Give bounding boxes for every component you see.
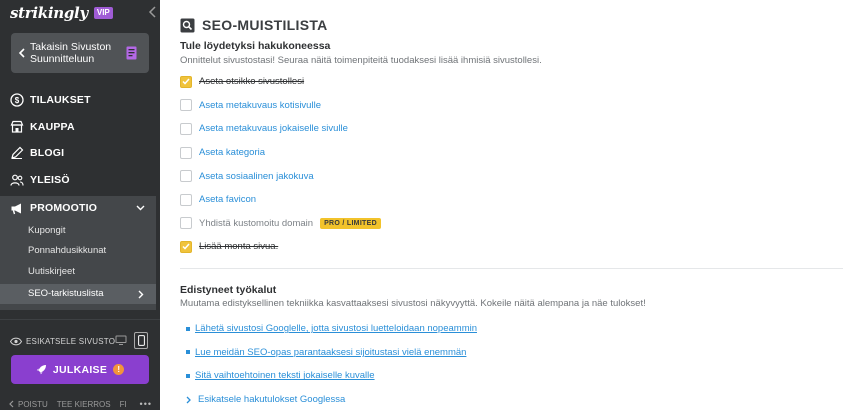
checklist-label[interactable]: Aseta kategoria <box>199 147 266 159</box>
sidebar-item-label: BLOGI <box>30 147 65 160</box>
tool-link[interactable]: Lue meidän SEO-opas parantaaksesi sijoitustasi vielä enemmän <box>195 346 467 358</box>
exit-icon <box>8 400 16 408</box>
tool-link[interactable]: Lähetä sivustosi Googlelle, jotta sivustosi luetteloidaan nopeammin <box>195 323 477 335</box>
users-icon <box>10 173 24 187</box>
section-divider <box>180 268 843 269</box>
sidebar-item-store[interactable] <box>0 115 156 139</box>
search-document-icon <box>180 18 195 33</box>
preview-site-label[interactable]: ESIKATSELE SIVUSTO <box>26 336 116 346</box>
store-icon <box>10 120 24 134</box>
tool-link-expand[interactable]: Esikatsele hakutulokset Googlessa <box>198 394 346 406</box>
seo-checklist <box>180 70 780 259</box>
back-label-line1: Takaisin Sivuston <box>30 41 112 53</box>
chevron-down-icon <box>136 205 145 211</box>
section-heading-advanced: Edistyneet työkalut <box>180 284 277 296</box>
sidebar-footer <box>0 398 160 410</box>
sidebar-subitem-coupons[interactable]: Kupongit <box>28 224 66 236</box>
publish-label: JULKAISE <box>52 363 108 376</box>
checklist-item <box>180 141 780 165</box>
sidebar-subitem-newsletters[interactable]: Uutiskirjeet <box>28 265 75 277</box>
pen-icon <box>10 146 24 160</box>
bullet-icon <box>186 374 190 378</box>
checklist-item <box>180 164 780 188</box>
main-panel <box>160 0 843 410</box>
sidebar-item-promotion[interactable] <box>0 196 156 220</box>
checkmark-icon <box>182 243 190 250</box>
checkbox[interactable] <box>180 123 192 135</box>
sidebar-item-blog[interactable] <box>0 142 156 166</box>
svg-text:$: $ <box>14 95 20 105</box>
collapse-sidebar-chevron-icon[interactable] <box>148 6 158 18</box>
mobile-preview-toggle[interactable] <box>134 332 148 349</box>
checkbox[interactable] <box>180 170 192 182</box>
checklist-item <box>180 212 780 236</box>
checklist-item <box>180 235 780 259</box>
advanced-tools-list <box>180 317 820 410</box>
section-heading-search: Tule löydetyksi hakukoneessa <box>180 40 331 52</box>
checkbox-checked[interactable] <box>180 241 192 253</box>
tool-item <box>180 341 820 365</box>
sidebar-item-orders[interactable] <box>0 88 156 112</box>
chevron-left-icon <box>15 47 29 59</box>
exit-link[interactable] <box>8 400 48 409</box>
back-button-label <box>30 41 126 65</box>
sidebar-nav <box>0 88 156 195</box>
chevron-right-icon <box>186 396 192 404</box>
checklist-item <box>180 94 780 118</box>
tool-item <box>180 317 820 341</box>
dollar-icon <box>10 93 24 107</box>
promotion-label: PROMOOTIO <box>30 202 98 214</box>
checklist-label[interactable]: Aseta sosiaalinen jakokuva <box>199 170 314 182</box>
checkbox[interactable] <box>180 147 192 159</box>
checklist-label[interactable]: Yhdistä kustomoitu domain <box>199 217 314 229</box>
checklist-item <box>180 117 780 141</box>
bullet-icon <box>186 350 190 354</box>
tool-link[interactable]: Sitä vaihtoehtoinen teksti jokaiselle kuvalle <box>195 370 375 382</box>
megaphone-icon <box>10 202 25 215</box>
warning-icon: ! <box>113 364 124 375</box>
tool-item <box>180 364 820 388</box>
promotion-group <box>0 196 156 310</box>
checkbox-checked[interactable] <box>180 76 192 88</box>
sidebar-item-audience[interactable] <box>0 168 156 192</box>
preview-site-row <box>10 334 150 348</box>
sidebar-item-label: TILAUKSET <box>30 93 91 106</box>
checklist-label[interactable]: Aseta otsikko sivustollesi <box>199 76 305 88</box>
publish-button[interactable] <box>11 355 149 384</box>
desktop-preview-icon[interactable] <box>115 334 127 346</box>
sidebar <box>0 0 160 410</box>
sidebar-subitem-seo-checklist[interactable] <box>0 284 156 305</box>
vip-badge: VIP <box>94 7 113 19</box>
page-icon <box>126 46 137 60</box>
checklist-label[interactable]: Aseta metakuvaus kotisivulle <box>199 99 321 111</box>
sidebar-subitem-label: SEO-tarkistuslista <box>28 288 104 300</box>
back-label-line2: Suunnitteluun <box>30 53 95 65</box>
bullet-icon <box>186 327 190 331</box>
checklist-label[interactable]: Lisää monta sivua. <box>199 241 279 253</box>
eye-icon <box>10 337 22 346</box>
more-options-icon[interactable]: ••• <box>139 399 152 409</box>
checkbox[interactable] <box>180 99 192 111</box>
sidebar-subitem-popups[interactable]: Ponnahdusikkunat <box>28 245 107 257</box>
checklist-item <box>180 188 780 212</box>
mobile-icon <box>138 335 145 346</box>
sidebar-item-label: KAUPPA <box>30 120 75 133</box>
brand <box>10 3 113 23</box>
checklist-item <box>180 70 780 94</box>
checkbox[interactable] <box>180 194 192 206</box>
back-to-editor-button[interactable] <box>11 33 149 73</box>
checklist-label[interactable]: Aseta favicon <box>199 194 257 206</box>
checklist-label[interactable]: Aseta metakuvaus jokaiselle sivulle <box>199 123 348 135</box>
exit-label: POISTU <box>18 399 48 409</box>
section-desc-advanced: Muutama edistyksellinen tekniikka kasvattaaksesi sivustosi näkyvyyttä. Kokeile näitä alempana ja näe tulokset! <box>180 298 646 309</box>
section-desc-search: Onnittelut sivustostasi! Seuraa näitä toimenpiteitä tuodaksesi lisää ihmisiä sivustollesi. <box>180 55 542 66</box>
page-title: SEO-MUISTILISTA <box>202 17 328 33</box>
rocket-icon <box>36 364 47 375</box>
language-link[interactable]: FI <box>119 399 127 409</box>
chevron-right-icon <box>138 290 144 299</box>
sidebar-item-label: YLEISÖ <box>30 174 70 187</box>
tool-item <box>180 388 820 410</box>
title-row <box>180 16 328 34</box>
tour-link[interactable]: TEE KIERROS <box>56 399 111 409</box>
checkbox[interactable] <box>180 217 192 229</box>
sidebar-divider <box>0 319 160 320</box>
logo: strikingly <box>10 4 88 22</box>
checkmark-icon <box>182 78 190 85</box>
pro-limited-badge: PRO / LIMITED <box>320 218 381 229</box>
